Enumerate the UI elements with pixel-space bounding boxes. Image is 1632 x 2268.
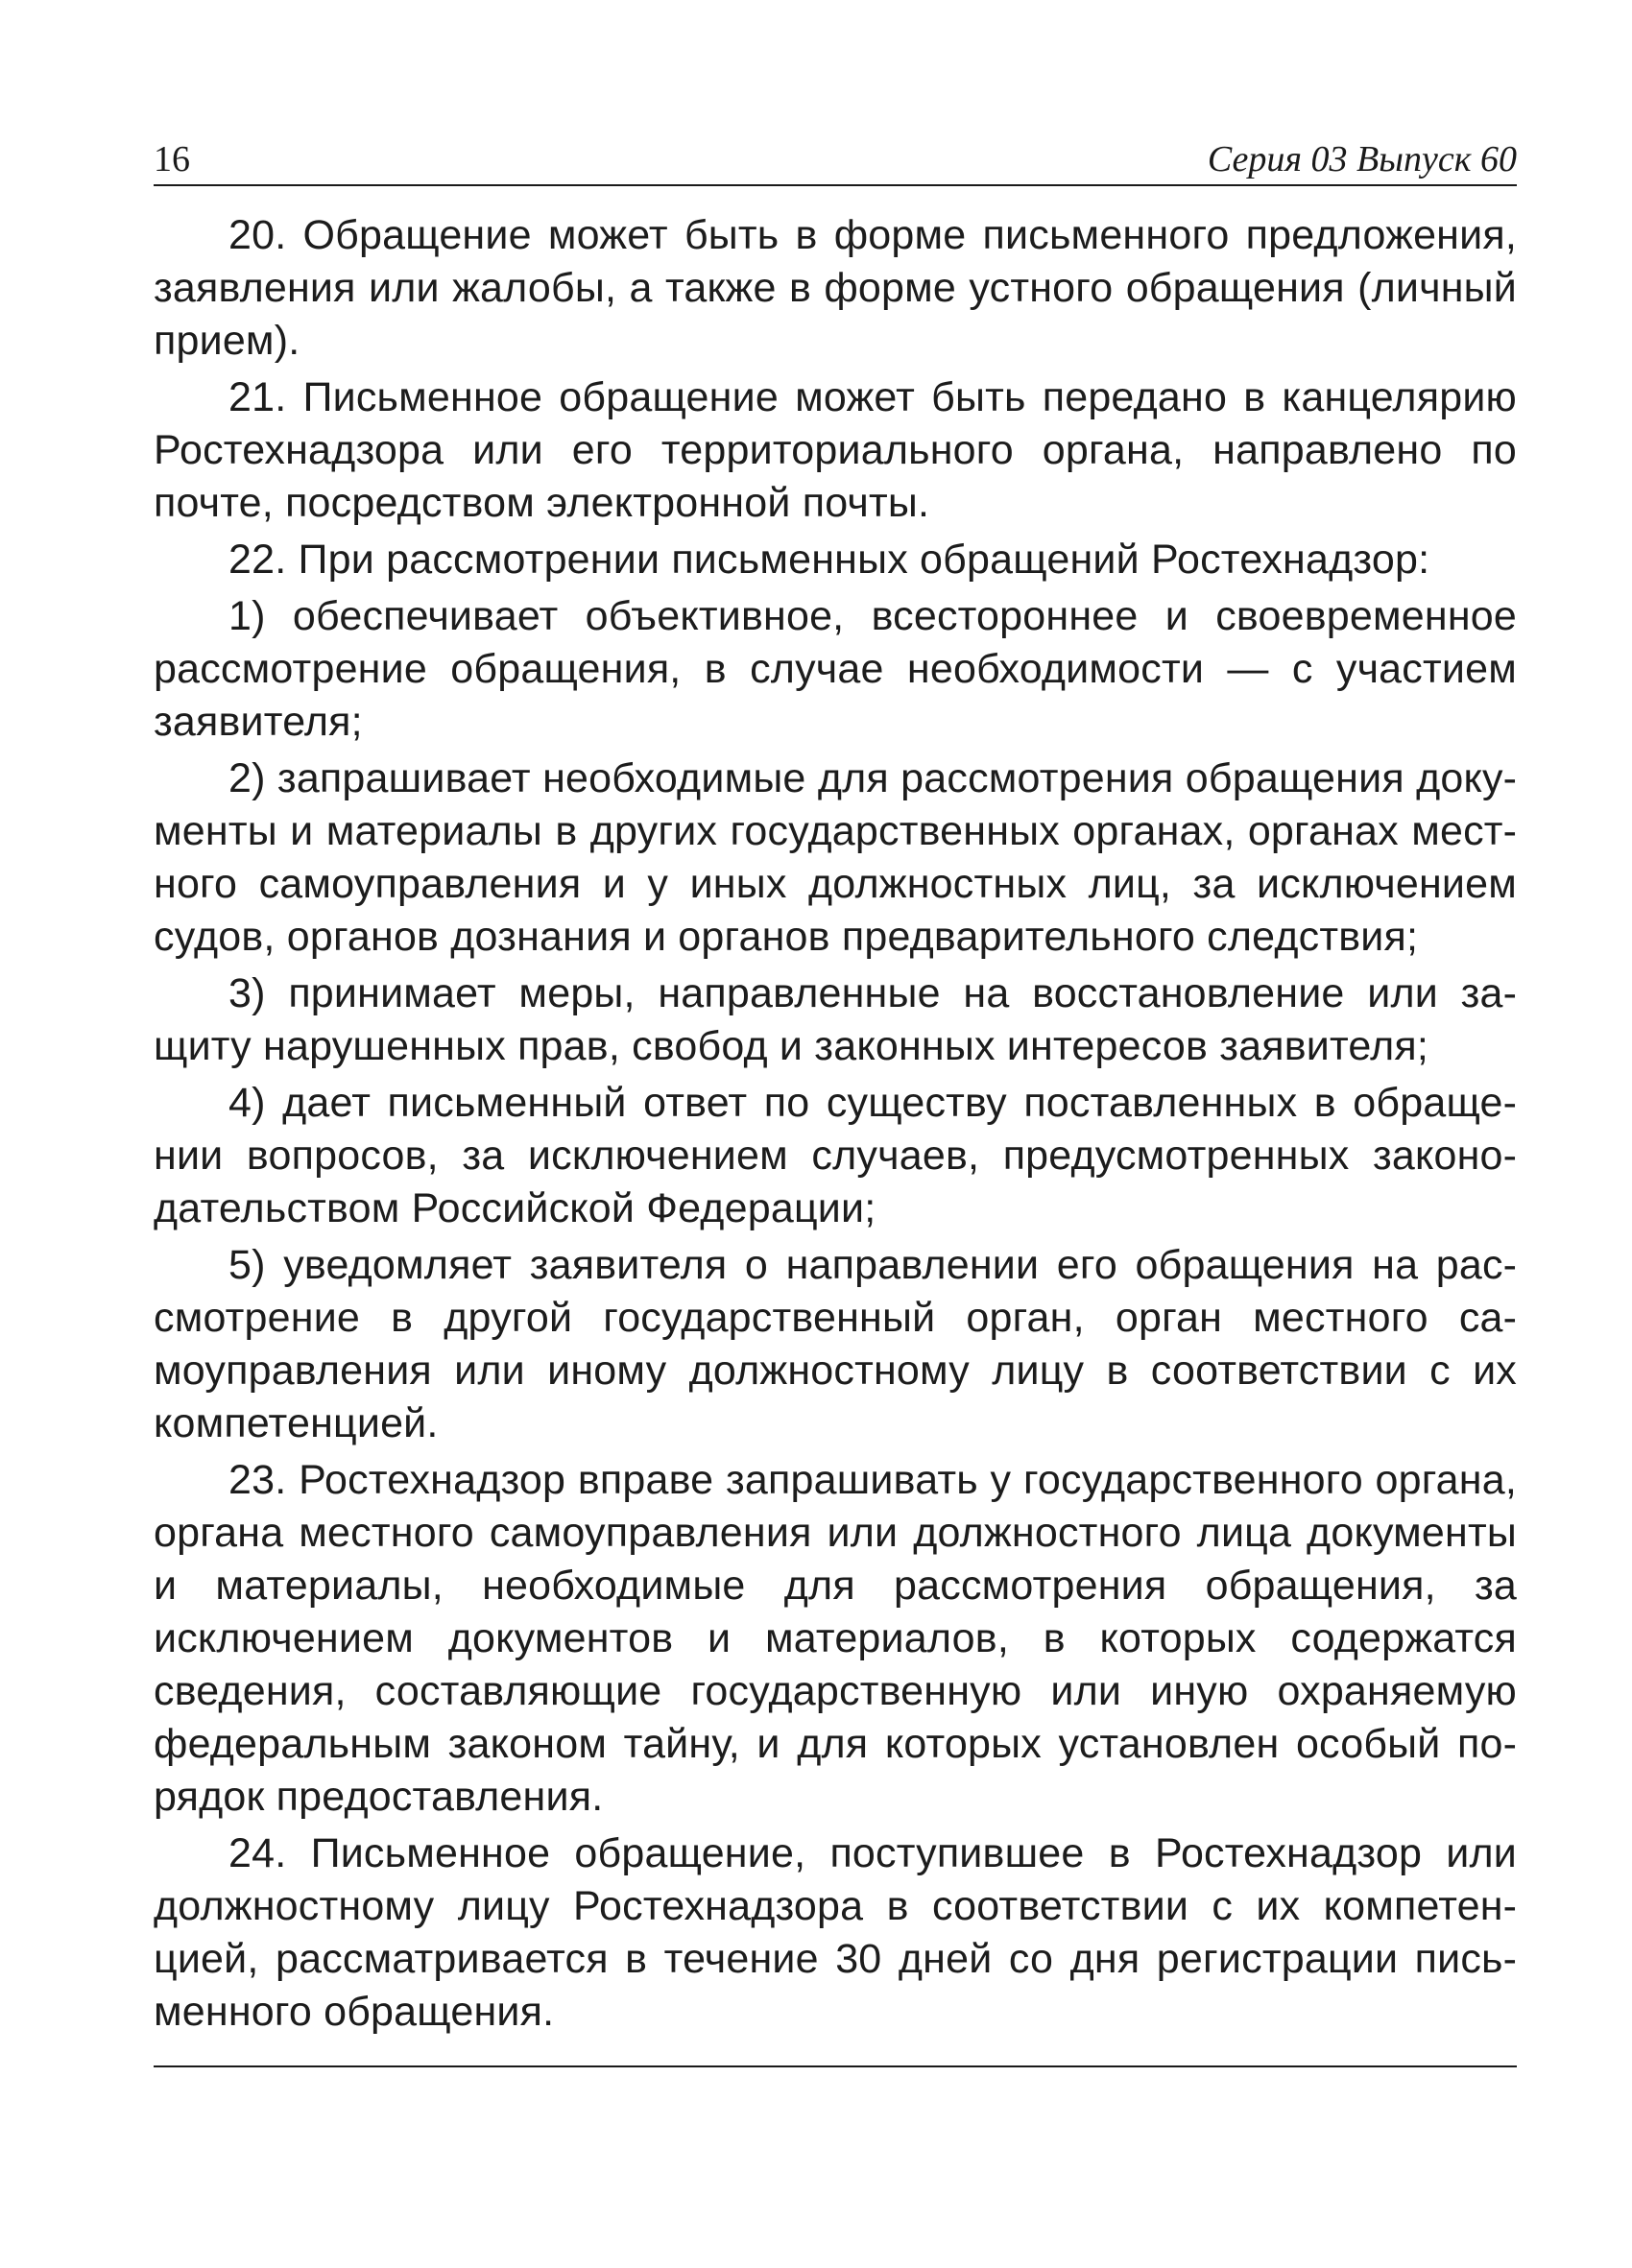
- footer-rule: [154, 2065, 1517, 2067]
- list-item-2: 2) запрашивает необходимые для рассмотрения обращения документы и материалы в других государственных органах, органах местного самоуправления и у иных должностных лиц, за исключением судов, органов дознания и органов предварительного следствия;: [154, 755, 1517, 960]
- running-header: [154, 125, 1517, 186]
- document-page: [154, 125, 1517, 2042]
- series-title: Серия 03 Выпуск 60: [1207, 139, 1517, 179]
- paragraph-22: 22. При рассмотрении письменных обращений Ростехнадзор:: [228, 537, 1430, 583]
- paragraph-20: 20. Обращение может быть в форме письменного предложения, заявления или жалобы, а также в форме устного обращения (личный прием).: [154, 212, 1517, 364]
- paragraph-23: 23. Ростехнадзор вправе запрашивать у государственного органа, органа местного самоуправления или должностного лица документы и материалы, необходимые для рассмотрения обращения, за исключением документов и материалов, в которых содержатся сведения, составляющие государственную или иную охраняемую федеральным законом тайну, и для которых установлен особый порядок предоставления.: [154, 1457, 1517, 1820]
- paragraph-21: 21. Письменное обращение может быть передано в канцелярию Ростехнадзора или его территориального органа, направлено по почте, посредством электронной почты.: [154, 374, 1517, 526]
- paragraph-24: 24. Письменное обращение, поступившее в Ростехнадзор или должностному лицу Ростехнадзора в соответствии с их компетенцией, рассматривается в течение 30 дней со дня регистрации письменного обращения.: [154, 1830, 1517, 2035]
- list-item-1: 1) обеспечивает объективное, всестороннее и своевременное рассмотрение обращения, в случае необходимости — с участием заявителя;: [154, 593, 1517, 745]
- list-item-4: 4) дает письменный ответ по существу поставленных в обращении вопросов, за исключением случаев, предусмотренных законодательством Российской Федерации;: [154, 1080, 1517, 1231]
- page-number: 16: [154, 139, 190, 179]
- list-item-3: 3) принимает меры, направленные на восстановление или защиту нарушенных прав, свобод и законных интересов заявителя;: [154, 970, 1517, 1069]
- list-item-5: 5) уведомляет заявителя о направлении его обращения на рассмотрение в другой государственный орган, орган местного самоуправления или иному должностному лицу в соответствии с их компетенцией.: [154, 1242, 1517, 1446]
- body-text: [154, 209, 1517, 2039]
